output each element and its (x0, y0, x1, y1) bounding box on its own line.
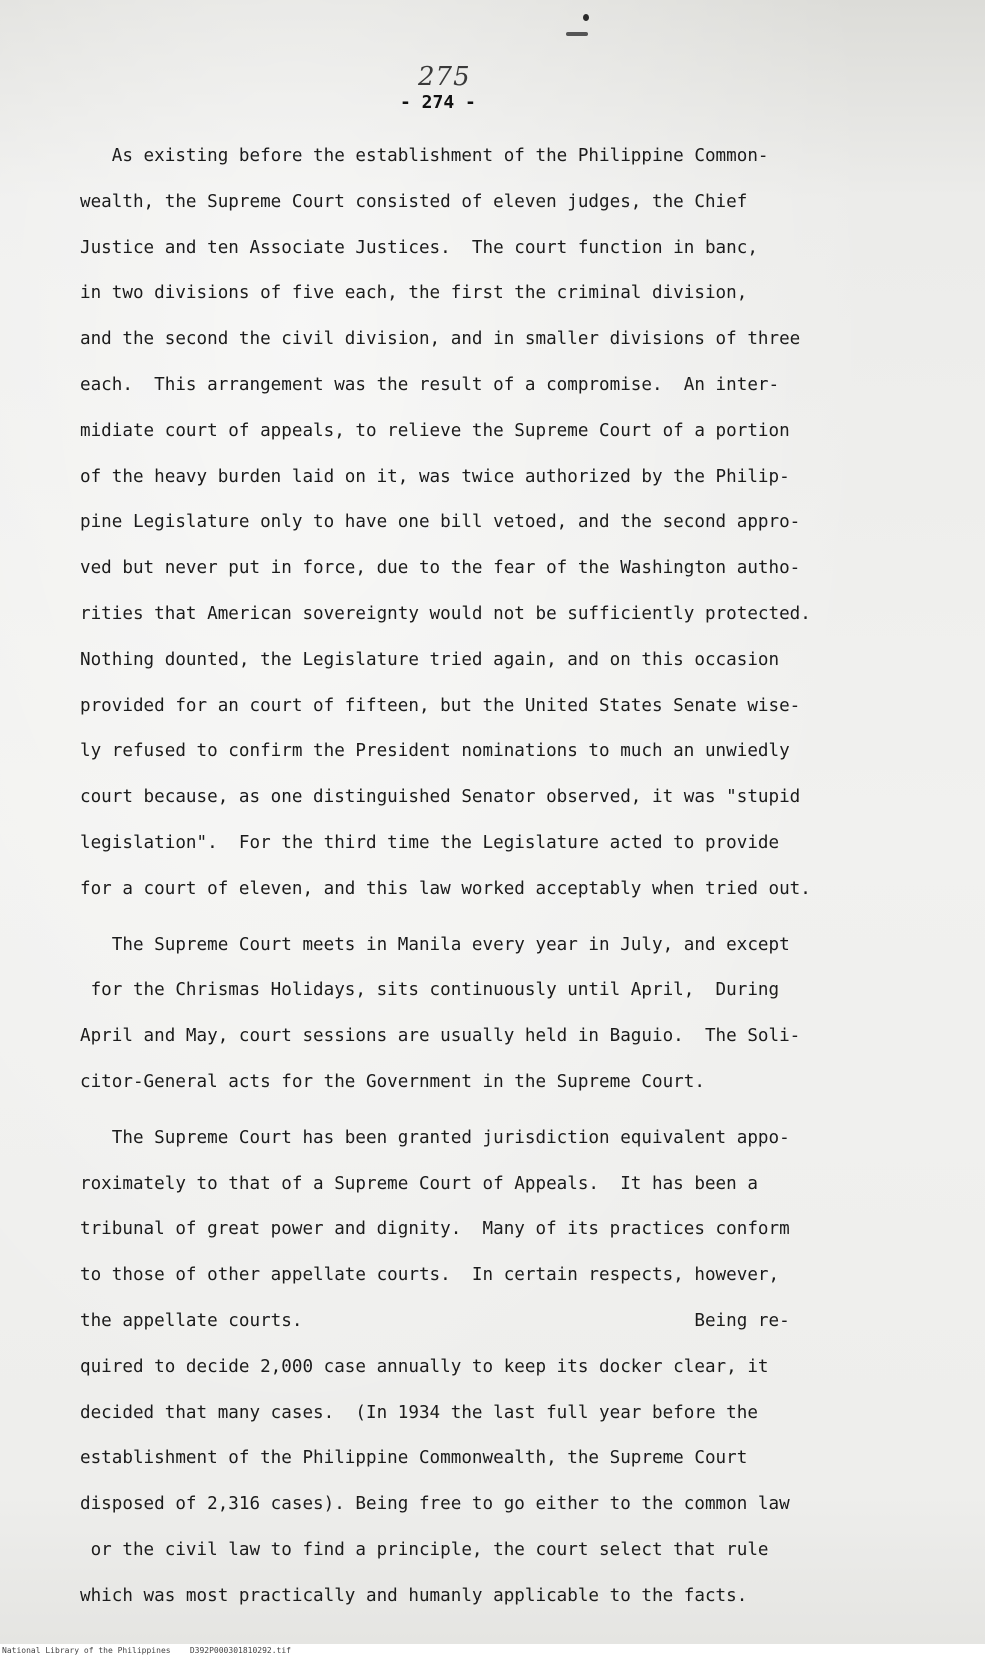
text-line: each. This arrangement was the result of a compromise. An inter- (80, 374, 780, 395)
text-line: midiate court of appeals, to relieve the Supreme Court of a portion (80, 420, 790, 441)
paragraph-3 (80, 1116, 950, 1620)
text-line: for the Chrismas Holidays, sits continuously until April, During (80, 980, 780, 1001)
text-line: in two divisions of five each, the first the criminal division, (80, 283, 748, 304)
text-line: provided for an court of fifteen, but the United States Senate wise- (80, 695, 801, 716)
typed-page-number: - 274 - (400, 92, 476, 113)
text-line: rities that American sovereignty would not be sufficiently protected. (80, 603, 811, 624)
text-line: Nothing dounted, the Legislature tried again, and on this occasion (80, 649, 780, 670)
text-line: which was most practically and humanly applicable to the facts. (80, 1585, 748, 1606)
text-line: quired to decide 2,000 case annually to keep its docker clear, it (80, 1356, 769, 1377)
text-line: citor-General acts for the Government in the Supreme Court. (80, 1071, 705, 1092)
text-line: April and May, court sessions are usually held in Baguio. The Soli- (80, 1026, 801, 1047)
text-line: legislation". For the third time the Legislature acted to provide (80, 832, 780, 853)
text-line: for a court of eleven, and this law worked acceptably when tried out. (80, 878, 811, 899)
text-line: court because, as one distinguished Senator observed, it was "stupid (80, 787, 801, 808)
text-line: tribunal of great power and dignity. Many of its practices conform (80, 1219, 790, 1240)
text-line: wealth, the Supreme Court consisted of eleven judges, the Chief (80, 191, 748, 212)
handwritten-page-number: 275 (418, 62, 471, 92)
text-line: of the heavy burden laid on it, was twice authorized by the Philip- (80, 466, 790, 487)
text-line: the appellate courts. Being re- (80, 1310, 790, 1331)
paragraph-1 (80, 134, 950, 913)
text-line: The Supreme Court meets in Manila every year in July, and except (80, 934, 790, 955)
text-line: roximately to that of a Supreme Court of Appeals. It has been a (80, 1173, 758, 1194)
text-line: or the civil law to find a principle, the court select that rule (80, 1539, 769, 1560)
text-line: As existing before the establishment of the Philippine Common- (80, 146, 769, 166)
document-body (80, 134, 950, 1620)
scan-mark (566, 32, 588, 36)
text-line: to those of other appellate courts. In certain respects, however, (80, 1265, 780, 1286)
paragraph-2 (80, 923, 950, 1106)
text-line: establishment of the Philippine Commonwealth, the Supreme Court (80, 1448, 748, 1469)
text-line: pine Legislature only to have one bill vetoed, and the second appro- (80, 512, 801, 533)
text-line: disposed of 2,316 cases). Being free to go either to the common law (80, 1494, 790, 1515)
text-line: decided that many cases. (In 1934 the last full year before the (80, 1402, 758, 1423)
scan-speck (583, 14, 589, 21)
text-line: The Supreme Court has been granted jurisdiction equivalent appo- (80, 1127, 790, 1148)
text-line: Justice and ten Associate Justices. The court function in banc, (80, 237, 758, 258)
archive-footer: National Library of the Philippines D392P000301810292.tif (0, 1644, 985, 1658)
text-line: ly refused to confirm the President nominations to much an unwiedly (80, 741, 790, 762)
text-line: and the second the civil division, and in smaller divisions of three (80, 329, 801, 350)
text-line: ved but never put in force, due to the fear of the Washington autho- (80, 558, 801, 579)
